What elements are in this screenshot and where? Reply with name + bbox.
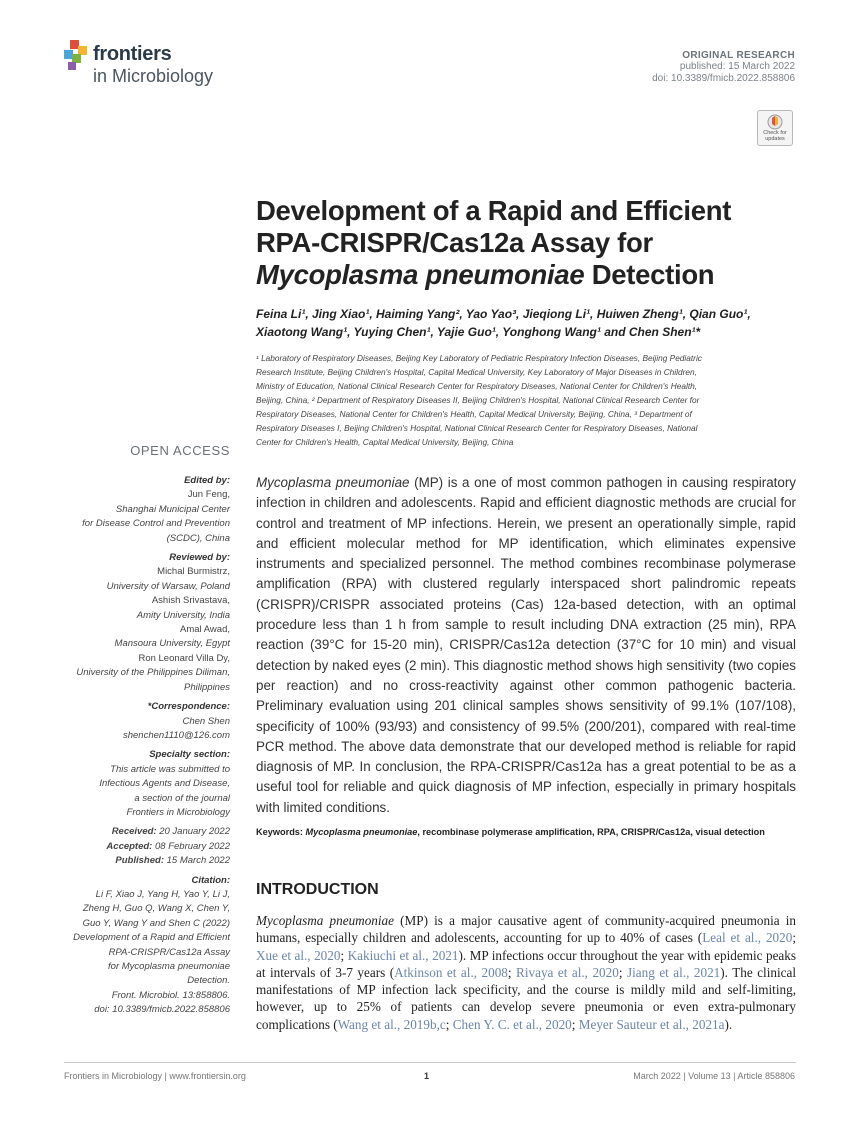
editor-affiliation: Shanghai Municipal Center [115, 503, 230, 515]
doi-link[interactable]: doi: 10.3389/fmicb.2022.858806 [652, 73, 795, 84]
edited-by-section [60, 474, 230, 546]
correspondence-name: Chen Shen [182, 715, 230, 727]
author-line-1[interactable]: Feina Li¹, Jing Xiao¹, Haiming Yang², Yao Yao³, Jieqiong Li¹, Huiwen Zheng¹, Qian Guo¹, [256, 307, 751, 321]
keywords-rest: , recombinase polymerase amplification, RPA, CRISPR/Cas12a, visual detection [417, 827, 765, 837]
article-title [256, 195, 801, 291]
citation-line: Development of a Rapid and Efficient [73, 932, 230, 944]
introduction-heading: INTRODUCTION [256, 881, 379, 898]
intro-species: Mycoplasma pneumoniae [256, 913, 394, 928]
citation-doi[interactable]: doi: 10.3389/fmicb.2022.858806 [94, 1004, 230, 1016]
received-label: Received: [111, 826, 157, 838]
correspondence-section [60, 700, 230, 743]
intro-text: ). MP infections occur throughout the year with epidemic peaks at intervals of 3-7 years ( [256, 947, 796, 980]
logo-journal-name: in Microbiology [93, 66, 214, 86]
open-access-label: OPEN ACCESS [130, 443, 230, 458]
reviewer-affiliation: Amity University, India [136, 609, 230, 621]
reviewer-name[interactable]: Amal Awad, [180, 624, 230, 636]
keywords-label: Keywords: [256, 827, 306, 837]
introduction-paragraph [256, 912, 796, 1033]
abstract-body: (MP) is a one of most common pathogen in causing respiratory infection in children and adolescents. Rapid and efficient diagnostic methods are crucial for control and treatment of MP infections. Herein, we present an operationally simple, rapid and efficient molecular method for MP identification, which eliminates expensive instruments and specialized personnel. The method combines recombinase polymerase amplification (RPA) with clustered regularly interspaced short palindromic repeats (CRISPR)/CRISPR associated proteins (Cas) 12a-based detection, with an optimal procedure less than 1 h from sample to result including DNA extraction (25 min), RPA reaction (39°C for 15-20 min), CRISPR/Cas12a detection (37°C for 10 min) and visual detection by naked eyes (2 min). This diagnostic method shows high sensitivity (two copies per reaction) and no cross-reactivity against other common pathogenic bacteria. Preliminary evaluation using 201 clinical samples shows sensitivity of 99.1% (107/108), specificity of 100% (93/93) and consistency of 99.5% (200/201), compared with real-time PCR method. The above data demonstrate that our developed method is reliable for rapid diagnosis of MP. In conclusion, the RPA-CRISPR/Cas12a has a great potential to be as a useful tool for reliable and quick diagnosis of MP infection, especially in primary hospitals with limited conditions. [256, 475, 796, 815]
reviewer-affiliation: Philippines [184, 681, 230, 693]
editor-affiliation: (SCDC), China [166, 532, 230, 544]
check-for-updates-icon [767, 114, 783, 130]
frontiers-logo-icon [64, 40, 88, 72]
reviewer-affiliation: University of Warsaw, Poland [106, 580, 230, 592]
citation-link[interactable]: Kakiuchi et al., 2021 [347, 947, 459, 963]
intro-text: ). The clinical manifestations of MP infection lack specificity, and the course is mildly mild and self-limiting, however, up to 25% of patients can develop severe pneumonia or even extra-pulmonary complications ( [256, 964, 796, 1032]
article-type: ORIGINAL RESEARCH [682, 50, 795, 61]
citation-section [60, 874, 230, 1018]
article-sidebar [60, 474, 230, 1023]
specialty-line: This article was submitted to [110, 763, 230, 775]
citation-link[interactable]: Rivaya et al., 2020 [516, 964, 619, 980]
keyword-species: Mycoplasma pneumoniae [305, 827, 418, 837]
reviewer-affiliation: University of the Philippines Diliman, [76, 667, 230, 679]
intro-text: ; [618, 964, 627, 980]
check-for-updates-button[interactable] [757, 110, 793, 146]
reviewer-name[interactable]: Ron Leonard Villa Dy, [138, 652, 230, 664]
affiliation-line: Center for Children's Health, Capital Medical University, Beijing, China [256, 437, 514, 447]
citation-link[interactable]: Jiang et al., 2021 [627, 964, 721, 980]
author-line-2[interactable]: Xiaotong Wang¹, Yuying Chen¹, Yajie Guo¹, Yonghong Wang¹ and Chen Shen¹* [256, 325, 701, 339]
citation-link[interactable]: Wang et al., 2019b,c [337, 1016, 446, 1032]
footer-journal-link[interactable]: Frontiers in Microbiology | www.frontiersin.org [64, 1071, 246, 1081]
title-line-1: Development of a Rapid and Efficient [256, 195, 732, 226]
edited-by-heading: Edited by: [184, 475, 230, 486]
affiliation-line: Respiratory Diseases, National Center for Children's Health, Capital Medical University, Beijing, China, ³ Department of [256, 409, 692, 419]
citation-link[interactable]: Atkinson et al., 2008 [394, 964, 508, 980]
reviewer-name[interactable]: Ashish Srivastava, [151, 595, 230, 607]
title-line-2: RPA-CRISPR/Cas12a Assay for [256, 227, 653, 258]
citation-line: Guo Y, Wang Y and Shen C (2022) [82, 917, 230, 929]
citation-link[interactable]: Meyer Sauteur et al., 2021a [578, 1016, 725, 1032]
accepted-value: 08 February 2022 [152, 840, 230, 852]
specialty-section [60, 748, 230, 820]
check-badge-line2: updates [765, 136, 785, 142]
published-value: 15 March 2022 [163, 855, 230, 867]
correspondence-email[interactable]: shenchen1110@126.com [122, 729, 230, 741]
reviewed-by-heading: Reviewed by: [169, 552, 230, 564]
reviewer-affiliation: Mansoura University, Egypt [114, 638, 230, 650]
affiliation-line: Research Institute, Beijing Children's Hospital, Capital Medical University, Key Laboratory of Major Diseases in Children, [256, 367, 697, 377]
citation-line: Front. Microbiol. 13:858806. [111, 989, 230, 1001]
intro-text: (MP) is a major causative agent of community-acquired pneumonia in humans, especially children and adolescents, accounting for up to 40% of cases ( [256, 913, 797, 946]
citation-link[interactable]: Chen Y. C. et al., 2020 [452, 1016, 572, 1032]
reviewed-by-section [60, 551, 230, 695]
citation-line: RPA-CRISPR/Cas12a Assay [108, 946, 230, 958]
logo-brand: frontiers [93, 43, 172, 65]
affiliation-line: ¹ Laboratory of Respiratory Diseases, Beijing Key Laboratory of Pediatric Respiratory Infection Diseases, Beijing Pediatric [256, 353, 702, 363]
citation-line: for Mycoplasma pneumoniae [108, 961, 230, 972]
citation-heading: Citation: [191, 874, 230, 886]
page-number: 1 [424, 1071, 430, 1081]
editor-name[interactable]: Jun Feng, [187, 489, 230, 501]
abstract [256, 473, 796, 818]
title-line-3 [256, 259, 801, 291]
check-badge-line1: Check for [763, 130, 787, 136]
reviewer-name[interactable]: Michal Burmistrz, [157, 566, 230, 578]
article-meta [652, 50, 795, 85]
published-label: Published: [115, 855, 164, 867]
dates-section [60, 825, 230, 868]
received-value: 20 January 2022 [156, 826, 230, 838]
specialty-line: a section of the journal [134, 792, 230, 804]
keywords [256, 826, 796, 839]
footer-issue-info: March 2022 | Volume 13 | Article 858806 [633, 1071, 795, 1081]
citation-line: Zheng H, Guo Q, Wang X, Chen Y, [82, 903, 230, 915]
footer-divider [64, 1062, 796, 1063]
accepted-date [60, 840, 230, 854]
citation-line: Detection. [187, 975, 230, 987]
affiliation-line: Ministry of Education, National Clinical Research Center for Respiratory Diseases, National Center for Children's Health, [256, 381, 698, 391]
specialty-line: Frontiers in Microbiology [126, 806, 230, 818]
intro-text: ; [792, 930, 796, 946]
affiliations [256, 351, 796, 449]
affiliation-line: Respiratory Diseases I, Beijing Children's Hospital, National Clinical Research Center for Respiratory Diseases, National [256, 423, 698, 433]
title-line-3-rest: Detection [584, 259, 715, 290]
intro-text: ; [340, 947, 348, 963]
specialty-heading: Specialty section: [149, 749, 230, 761]
citation-link[interactable]: Leal et al., 2020 [702, 930, 793, 946]
correspondence-heading: *Correspondence: [147, 701, 230, 713]
affiliation-line: Beijing, China, ² Department of Respiratory Diseases II, Beijing Children's Hospital, National Clinical Research Center for [256, 395, 700, 405]
accepted-label: Accepted: [106, 840, 153, 852]
intro-text: ). [724, 1016, 733, 1032]
intro-text: ; [507, 964, 517, 980]
intro-text: ; [445, 1016, 453, 1032]
specialty-line: Infectious Agents and Disease, [99, 778, 230, 790]
title-species: Mycoplasma pneumoniae [256, 259, 585, 290]
editor-affiliation: for Disease Control and Prevention [82, 518, 230, 530]
abstract-species: Mycoplasma pneumoniae [256, 475, 410, 490]
published-date: published: 15 March 2022 [679, 61, 795, 72]
received-date [60, 825, 230, 839]
author-list [256, 305, 801, 341]
journal-logo[interactable] [64, 40, 264, 90]
intro-text: ; [571, 1016, 579, 1032]
citation-line: Li F, Xiao J, Yang H, Yao Y, Li J, [95, 888, 230, 900]
published-date-sidebar [60, 854, 230, 868]
citation-link[interactable]: Xue et al., 2020 [256, 947, 341, 963]
